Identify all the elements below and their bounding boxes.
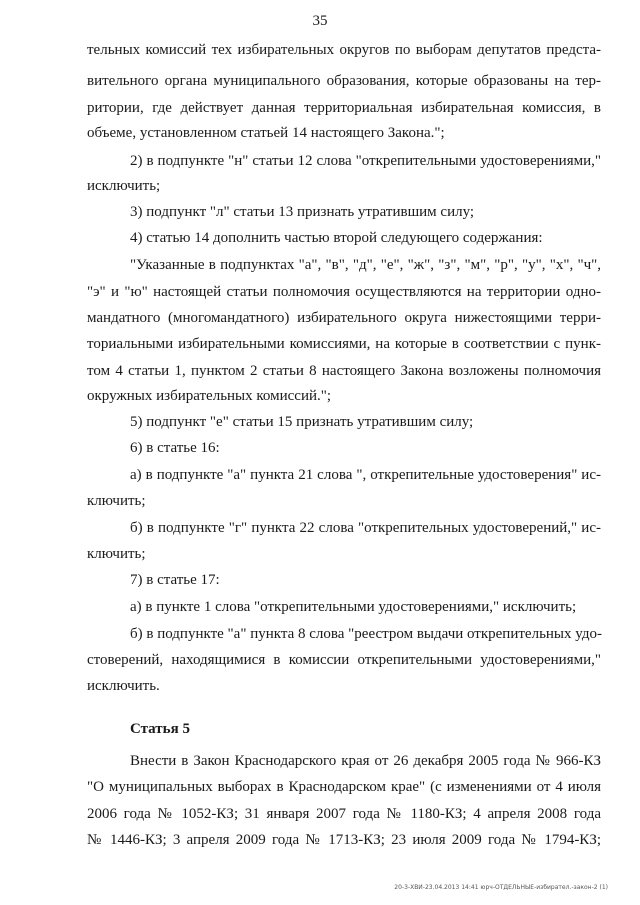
text-line: б) в подпункте "а" пункта 8 слова "реестром выдачи открепительных удо- xyxy=(130,626,602,642)
text-line: ключить; xyxy=(87,546,146,562)
text-line: исключить. xyxy=(87,678,160,694)
text-line: ключить; xyxy=(87,493,146,509)
text-line: стоверений, находящимися в комиссии открепительными удостоверениями," xyxy=(87,652,601,668)
text-line: ториальными избирательными комиссиями, на которые в соответствии с пунк- xyxy=(87,336,601,352)
text-line: 4) статью 14 дополнить частью второй следующего содержания: xyxy=(130,230,543,246)
footer-file-stamp: 20-3-ХВИ-23.04.2013 14:41 юрч-ОТДЕЛЬНЫЕ-избирател.-закон-2 (1) xyxy=(394,884,608,891)
text-line: 5) подпункт "е" статьи 15 признать утратившим силу; xyxy=(130,414,474,430)
text-line: 2) в подпункте "н" статьи 12 слова "открепительными удостоверениями," xyxy=(130,153,601,169)
text-line: объеме, установленном статьей 14 настоящего Закона."; xyxy=(87,125,445,141)
text-line: мандатного (многомандатного) избирательного округа нижестоящими терри- xyxy=(87,310,601,326)
text-line: "э" и "ю" настоящей статьи полномочия осуществляются на территории одно- xyxy=(87,284,601,300)
text-line: "Указанные в подпунктах "а", "в", "д", "е", "ж", "з", "м", "р", "у", "х", "ч", xyxy=(130,257,601,273)
text-line: Внести в Закон Краснодарского края от 26 декабря 2005 года № 966-КЗ xyxy=(130,753,601,769)
text-line: 3) подпункт "л" статьи 13 признать утратившим силу; xyxy=(130,204,475,220)
text-line: исключить; xyxy=(87,178,161,194)
article-heading: Статья 5 xyxy=(130,721,190,737)
text-line: том 4 статьи 1, пунктом 2 статьи 8 настоящего Закона возложены полномочия xyxy=(87,363,601,379)
text-line: тельных комиссий тех избирательных округов по выборам депутатов предста- xyxy=(87,42,601,58)
text-line: 7) в статье 17: xyxy=(130,572,220,588)
text-line: 2006 года № 1052-КЗ; 31 января 2007 года № 1180-КЗ; 4 апреля 2008 года xyxy=(87,806,601,822)
page-number: 35 xyxy=(312,13,328,29)
text-line: ритории, где действует данная территориальная избирательная комиссия, в xyxy=(87,100,601,116)
text-line: окружных избирательных комиссий."; xyxy=(87,388,332,404)
text-line: б) в подпункте "г" пункта 22 слова "открепительных удостоверений," ис- xyxy=(130,520,601,536)
text-line: "О муниципальных выборах в Краснодарском крае" (с изменениями от 4 июля xyxy=(87,779,601,795)
text-line: а) в подпункте "а" пункта 21 слова ", открепительные удостоверения" ис- xyxy=(130,467,601,483)
text-line: № 1446-КЗ; 3 апреля 2009 года № 1713-КЗ; 23 июля 2009 года № 1794-КЗ; xyxy=(87,832,601,848)
text-line: вительного органа муниципального образования, которые образованы на тер- xyxy=(87,73,601,89)
text-line: а) в пункте 1 слова "открепительными удостоверениями," исключить; xyxy=(130,599,577,615)
text-line: 6) в статье 16: xyxy=(130,440,220,456)
